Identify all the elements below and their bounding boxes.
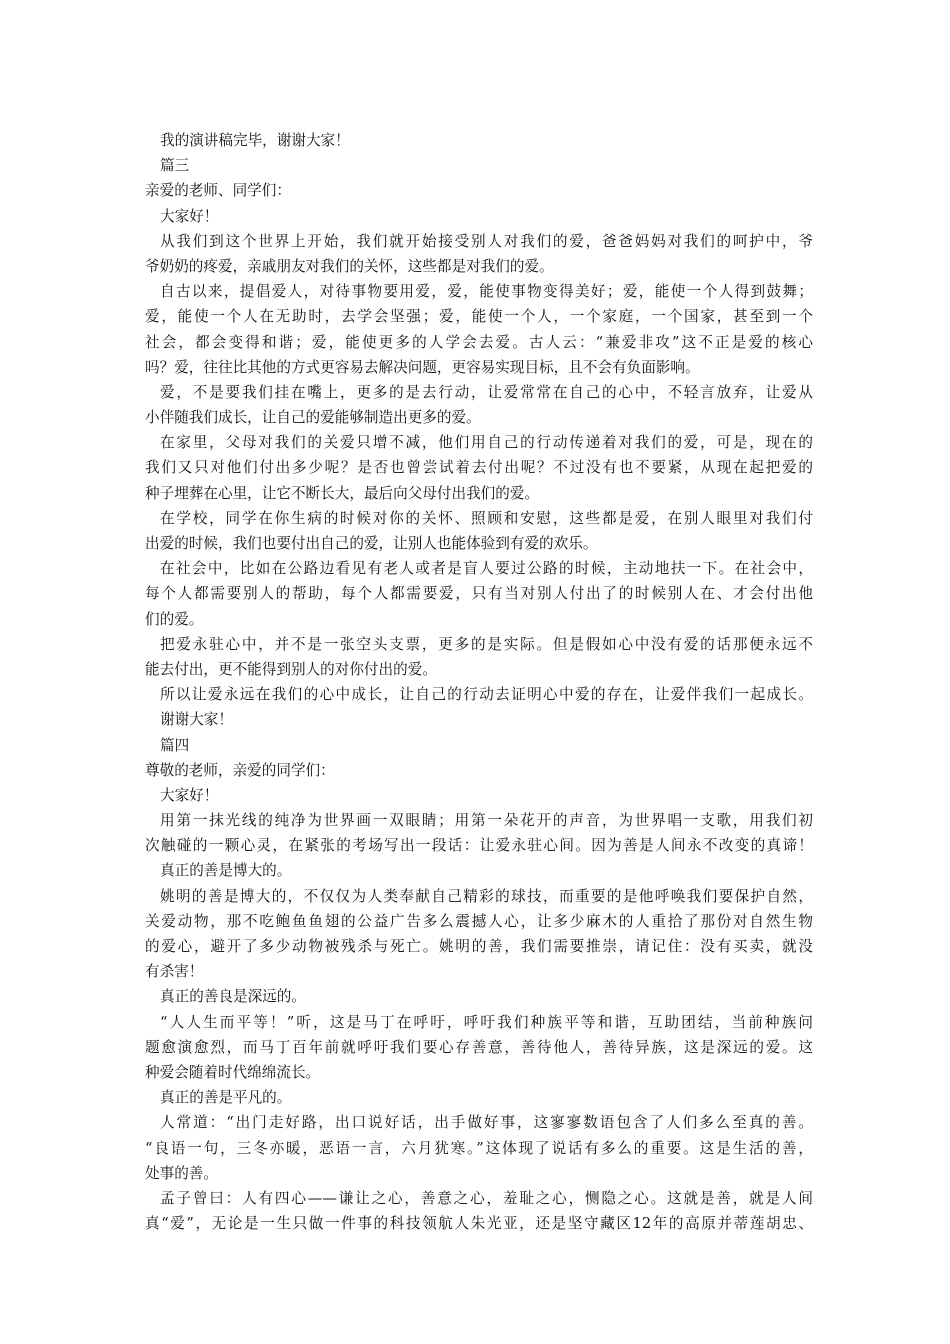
text-line: 从我们到这个世界上开始，我们就开始接受别人对我们的爱，爸爸妈妈对我们的呵护中，爷	[160, 232, 813, 250]
text-line: 在学校，同学在你生病的时候对你的关怀、照顾和安慰，这些都是爱，在别人眼里对我们付	[160, 509, 813, 527]
text-line: 我们又只对他们付出多少呢？是否也曾尝试着去付出呢？不过没有也不要紧，从现在起把爱的	[145, 459, 813, 477]
text-line: 能去付出，更不能得到别人的对你付出的爱。	[145, 660, 437, 678]
text-line: 孟子曾曰：人有四心——谦让之心，善意之心，羞耻之心，恻隐之心。这就是善，就是人间	[160, 1189, 813, 1207]
text-line: 真“爱”，无论是一生只做一件事的科技领航人朱光亚，还是坚守藏区12年的高原并蒂莲胡忠、	[145, 1215, 813, 1233]
text-line: 次触碰的一颗心灵，在紧张的考场写出一段话：让爱永驻心间。因为善是人间永不改变的真谛！	[145, 837, 813, 855]
salutation-line: 尊敬的老师，亲爱的同学们：	[145, 761, 335, 779]
text-line: 们的爱。	[145, 610, 204, 628]
text-line: 把爱永驻心中，并不是一张空头支票，更多的是实际。但是假如心中没有爱的话那便永远不	[160, 635, 813, 653]
greeting-line: 大家好！	[160, 207, 219, 225]
text-line: 在社会中，比如在公路边看见有老人或者是盲人要过公路的时候，主动地扶一下。在社会中，	[160, 560, 813, 578]
text-line: 所以让爱永远在我们的心中成长，让自己的行动去证明心中爱的存在，让爱伴我们一起成长。	[160, 686, 813, 704]
text-line: “良语一句，三冬亦暖，恶语一言，六月犹寒。”这体现了说话有多么的重要。这是生活的善，	[145, 1139, 813, 1157]
salutation-line: 亲爱的老师、同学们：	[145, 182, 291, 200]
text-line: 人常道：“出门走好路，出口说好话，出手做好事，这寥寥数语包含了人们多么至真的善。	[160, 1114, 813, 1132]
text-line: 种爱会随着时代绵绵流长。	[145, 1063, 321, 1081]
closing-line: 谢谢大家！	[160, 711, 233, 729]
text-line: 的爱心，避开了多少动物被残杀与死亡。姚明的善，我们需要推崇，请记住：没有买卖，就没	[145, 938, 813, 955]
text-line: 爱，能使一个人在无助时，去学会坚强；爱，能使一个人，一个家庭，一个国家，甚至到一个	[145, 308, 813, 326]
text-line: 真正的善良是深远的。	[160, 988, 306, 1006]
greeting-line: 大家好！	[160, 786, 219, 804]
text-line: 真正的善是平凡的。	[160, 1089, 292, 1107]
text-line: 爱，不是要我们挂在嘴上，更多的是去行动，让爱常常在自己的心中，不轻言放弃，让爱从	[160, 383, 813, 401]
text-line: 在家里，父母对我们的关爱只增不减，他们用自己的行动传递着对我们的爱，可是，现在的	[160, 434, 813, 452]
text-line: 关爱动物，那不吃鲍鱼鱼翅的公益广告多么震撼人心，让多少麻木的人重拾了那份对自然生物	[145, 912, 813, 930]
text-line: 社会，都会变得和谐；爱，能使更多的人学会去爱。古人云：“兼爱非攻”这不正是爱的核心	[145, 333, 813, 351]
text-line: 真正的善是博大的。	[160, 862, 292, 880]
text-line: 我的演讲稿完毕，谢谢大家！	[160, 132, 350, 149]
document-page	[145, 128, 813, 1236]
section-heading: 篇三	[160, 157, 190, 175]
text-line: 自古以来，提倡爱人，对待事物要用爱，爱，能使事物变得美好；爱，能使一个人得到鼓舞；	[160, 283, 813, 301]
text-line: 小伴随我们成长，让自己的爱能够制造出更多的爱。	[145, 409, 481, 427]
text-line: 姚明的善是博大的，不仅仅为人类奉献自己精彩的球技，而重要的是他呼唤我们要保护自然，	[160, 887, 813, 905]
text-line: 有杀害！	[145, 963, 204, 981]
text-line: 每个人都需要别人的帮助，每个人都需要爱，只有当对别人付出了的时候别人在、才会付出他	[145, 585, 813, 603]
text-line: 题愈演愈烈，而马丁百年前就呼吁我们要心存善意，善待他人，善待异族，这是深远的爱。这	[145, 1038, 813, 1056]
text-line: 种子埋葬在心里，让它不断长大，最后向父母付出我们的爱。	[145, 484, 540, 502]
text-line: 用第一抹光线的纯净为世界画一双眼睛；用第一朵花开的声音，为世界唱一支歌，用我们初	[160, 812, 813, 830]
text-line: “人人生而平等！”听，这是马丁在呼吁，呼吁我们种族平等和谐，互助团结，当前种族问	[160, 1013, 813, 1031]
text-line: 出爱的时候，我们也要付出自己的爱，让别人也能体验到有爱的欢乐。	[145, 535, 598, 552]
text-line: 吗？爱，往往比其他的方式更容易去解决问题，更容易实现目标，且不会有负面影响。	[145, 358, 700, 376]
section-heading: 篇四	[160, 736, 190, 754]
text-line: 处事的善。	[145, 1164, 218, 1182]
text-line: 爷奶奶的疼爱，亲戚朋友对我们的关怀，这些都是对我们的爱。	[145, 257, 554, 275]
